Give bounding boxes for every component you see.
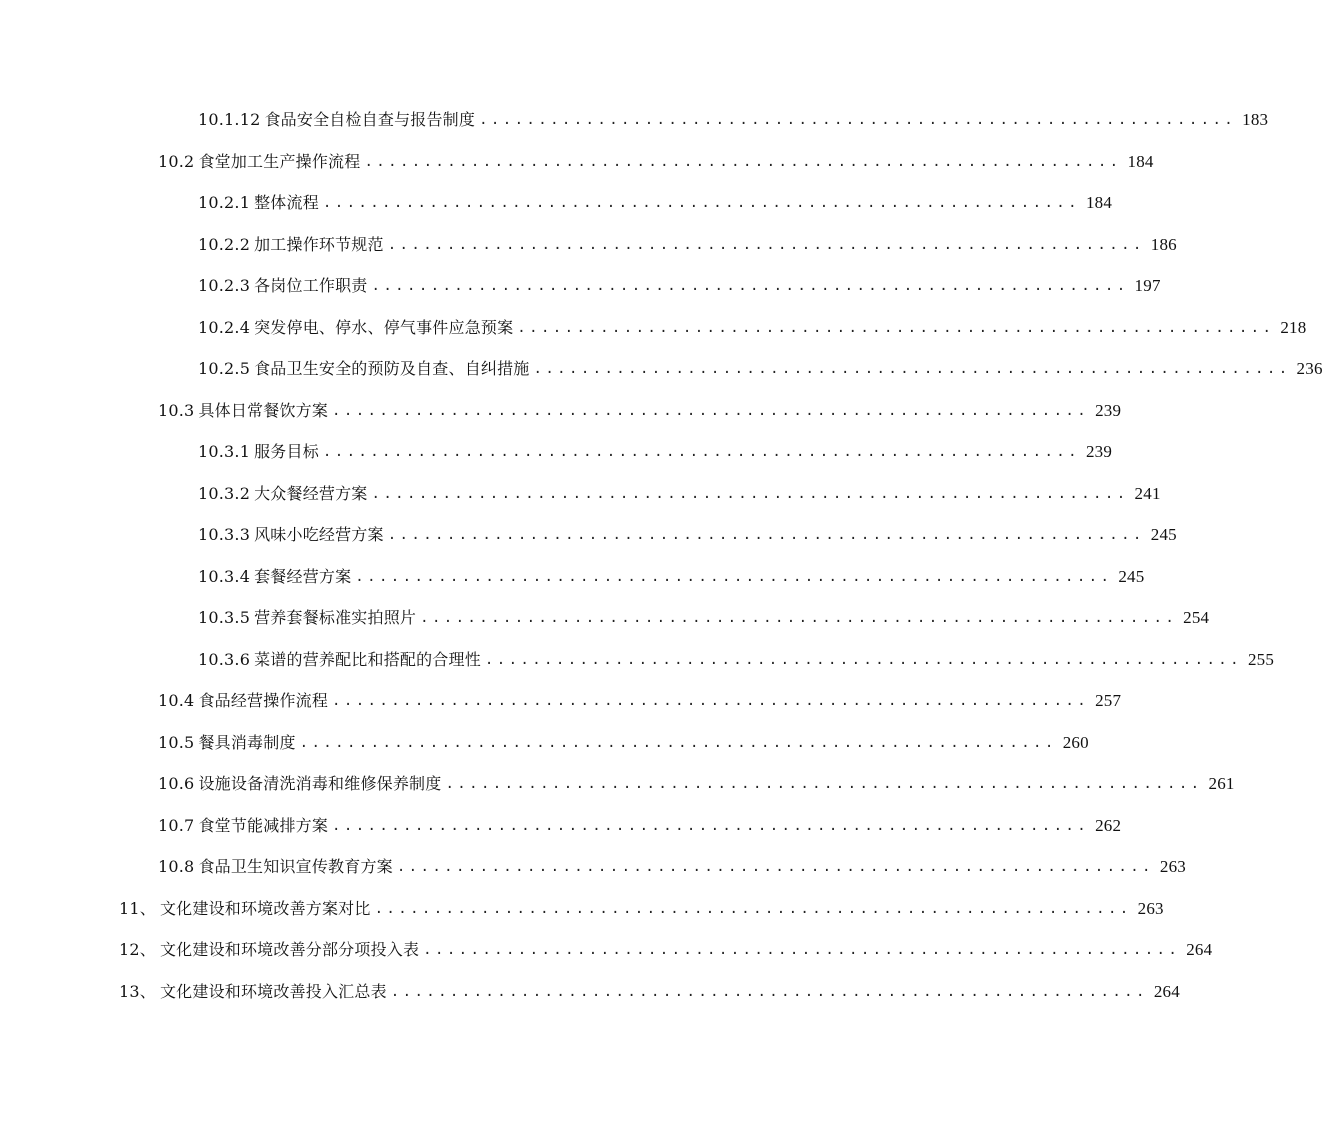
toc-entry-page-number: 260: [1062, 733, 1089, 752]
toc-entry[interactable]: [158, 766, 1235, 794]
toc-entry-number: 10.3.1: [198, 442, 251, 461]
toc-entry-title: 风味小吃经营方案: [254, 525, 384, 544]
toc-dot-leader: ................................................................: [322, 195, 1080, 211]
toc-entry-number: 10.4: [158, 691, 195, 710]
toc-entry-title: 食品卫生安全的预防及自查、自纠措施: [254, 359, 530, 378]
toc-entry[interactable]: [198, 102, 1269, 130]
toc-entry-title: 具体日常餐饮方案: [198, 401, 329, 420]
toc-entry[interactable]: [198, 642, 1275, 670]
toc-dot-leader: ................................................................: [533, 361, 1291, 377]
toc-entry[interactable]: [198, 434, 1113, 462]
toc-entry[interactable]: [158, 683, 1122, 711]
toc-entry-page-number: 239: [1085, 442, 1113, 461]
toc-entry-page-number: 197: [1134, 276, 1161, 295]
toc-entry-page-number: 262: [1095, 816, 1122, 835]
toc-entry-number: 10.3: [158, 401, 195, 420]
toc-entry-number: 10.3.6: [198, 650, 251, 669]
toc-entry-page-number: 264: [1186, 940, 1213, 959]
toc-entry-title: 食堂节能减排方案: [198, 816, 329, 835]
toc-entry[interactable]: [198, 476, 1161, 504]
toc-entry-page-number: 255: [1247, 650, 1275, 669]
toc-entry-number: 10.6: [158, 774, 195, 793]
toc-entry-page-number: 261: [1208, 774, 1235, 793]
toc-entry-page-number: 245: [1118, 567, 1145, 586]
toc-entry-number: 12、: [119, 940, 156, 959]
toc-dot-leader: ................................................................: [387, 237, 1145, 253]
toc-entry[interactable]: [158, 849, 1186, 877]
toc-entry-number: 10.5: [158, 733, 195, 752]
toc-entry[interactable]: [119, 974, 1180, 1002]
toc-entry[interactable]: [198, 517, 1177, 545]
toc-entry[interactable]: [198, 310, 1307, 338]
toc-entry[interactable]: [198, 268, 1161, 296]
toc-entry-title: 服务目标: [254, 442, 319, 461]
toc-entry-number: 10.3.4: [198, 567, 251, 586]
toc-entry-title: 各岗位工作职责: [254, 276, 368, 295]
toc-dot-leader: ................................................................: [322, 444, 1080, 460]
toc-dot-leader: ................................................................: [387, 527, 1145, 543]
toc-entry-page-number: 241: [1134, 484, 1161, 503]
toc-entry-number: 10.2: [158, 152, 195, 171]
toc-entry-title: 食品经营操作流程: [198, 691, 329, 710]
toc-dot-leader: ................................................................: [299, 735, 1057, 751]
toc-dot-leader: ................................................................: [423, 942, 1181, 958]
toc-entry-title: 文化建设和环境改善方案对比: [159, 899, 371, 918]
toc-dot-leader: ................................................................: [332, 693, 1090, 709]
toc-entry-page-number: 239: [1095, 401, 1122, 420]
toc-entry[interactable]: [158, 144, 1154, 172]
toc-entry-number: 10.2.3: [198, 276, 251, 295]
toc-dot-leader: ................................................................: [371, 486, 1129, 502]
toc-dot-leader: ................................................................: [332, 818, 1090, 834]
toc-entry[interactable]: [158, 808, 1122, 836]
toc-entry-page-number: 245: [1150, 525, 1177, 544]
toc-dot-leader: ................................................................: [396, 859, 1154, 875]
toc-entry-number: 10.7: [158, 816, 195, 835]
toc-entry-title: 加工操作环节规范: [254, 235, 384, 254]
toc-dot-leader: ................................................................: [364, 154, 1122, 170]
toc-entry[interactable]: [198, 185, 1113, 213]
toc-dot-leader: ................................................................: [517, 320, 1275, 336]
toc-entry-page-number: 186: [1150, 235, 1177, 254]
toc-dot-leader: ................................................................: [355, 569, 1113, 585]
toc-entry-title: 大众餐经营方案: [254, 484, 368, 503]
toc-entry-number: 10.2.2: [198, 235, 251, 254]
toc-dot-leader: ................................................................: [332, 403, 1090, 419]
toc-entry-page-number: 264: [1153, 982, 1180, 1001]
toc-dot-leader: ................................................................: [420, 610, 1178, 626]
toc-entry-title: 食品卫生知识宣传教育方案: [198, 857, 393, 876]
toc-entry-title: 文化建设和环境改善投入汇总表: [159, 982, 387, 1001]
toc-entry[interactable]: [158, 725, 1089, 753]
toc-entry-number: 10.2.4: [198, 318, 251, 337]
toc-entry-number: 10.2.5: [198, 359, 251, 378]
toc-entry-title: 食堂加工生产操作流程: [198, 152, 361, 171]
toc-entry-number: 10.8: [158, 857, 195, 876]
toc-entry-page-number: 236: [1296, 359, 1323, 378]
toc-dot-leader: ................................................................: [484, 652, 1242, 668]
toc-entry-title: 菜谱的营养配比和搭配的合理性: [254, 650, 481, 669]
toc-entry-number: 10.1.12: [198, 110, 261, 129]
toc-dot-leader: ................................................................: [479, 112, 1237, 128]
toc-entry[interactable]: [198, 351, 1323, 379]
toc-dot-leader: ................................................................: [374, 901, 1132, 917]
toc-entry-page-number: 218: [1280, 318, 1307, 337]
toc-entry-page-number: 257: [1095, 691, 1122, 710]
toc-entry-title: 文化建设和环境改善分部分项投入表: [159, 940, 420, 959]
toc-entry-title: 套餐经营方案: [254, 567, 352, 586]
toc-entry-number: 10.2.1: [198, 193, 251, 212]
toc-entry[interactable]: [198, 600, 1210, 628]
toc-dot-leader: ................................................................: [390, 984, 1148, 1000]
toc-entry[interactable]: [158, 393, 1122, 421]
toc-entry-number: 13、: [119, 982, 156, 1001]
toc-entry-page-number: 183: [1242, 110, 1269, 129]
toc-entry-page-number: 263: [1159, 857, 1186, 876]
toc-entry[interactable]: [119, 932, 1213, 960]
toc-entry-page-number: 254: [1183, 608, 1210, 627]
toc-entry-page-number: 184: [1085, 193, 1113, 212]
toc-entry-title: 食品安全自检自查与报告制度: [264, 110, 476, 129]
toc-entry[interactable]: [119, 891, 1164, 919]
toc-entry-page-number: 263: [1137, 899, 1164, 918]
toc-entry[interactable]: [198, 559, 1145, 587]
toc-dot-leader: ................................................................: [445, 776, 1203, 792]
toc-entry-title: 设施设备清洗消毒和维修保养制度: [198, 774, 442, 793]
toc-entry-title: 突发停电、停水、停气事件应急预案: [254, 318, 514, 337]
toc-entry-page-number: 184: [1127, 152, 1154, 171]
toc-dot-leader: ................................................................: [371, 278, 1129, 294]
toc-entry-title: 整体流程: [254, 193, 319, 212]
toc-entry-title: 营养套餐标准实拍照片: [254, 608, 417, 627]
toc-entry-number: 10.3.2: [198, 484, 251, 503]
toc-entry-number: 11、: [119, 899, 156, 918]
toc-entry[interactable]: [198, 227, 1177, 255]
toc-entry-number: 10.3.5: [198, 608, 251, 627]
toc-entry-number: 10.3.3: [198, 525, 251, 544]
toc-entry-title: 餐具消毒制度: [198, 733, 296, 752]
